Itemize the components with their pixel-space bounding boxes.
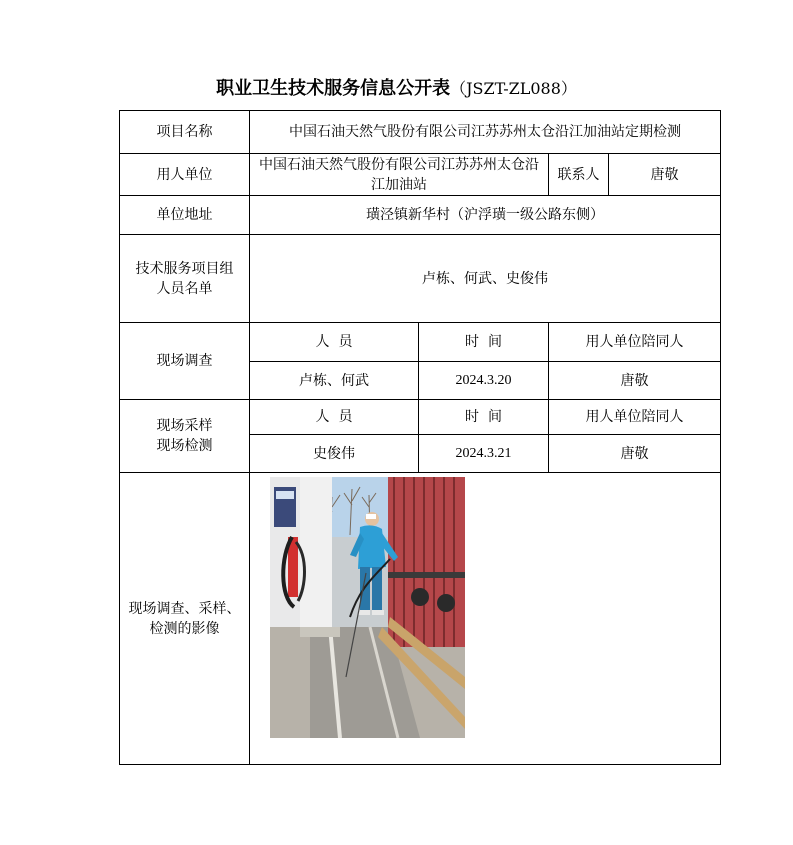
title-code: （JSZT-ZL088） — [450, 79, 577, 98]
project-name-value: 中国石油天然气股份有限公司江苏苏州太仓沿江加油站定期检测 — [250, 111, 721, 154]
sampling-personnel: 史俊伟 — [250, 435, 419, 473]
site-inspection-photo — [270, 477, 465, 738]
survey-header-companion: 用人单位陪同人 — [549, 323, 721, 362]
survey-personnel: 卢栋、何武 — [250, 362, 419, 400]
sampling-companion: 唐敬 — [549, 435, 721, 473]
project-name-label: 项目名称 — [120, 111, 250, 154]
address-value: 璜泾镇新华村（沪浮璜一级公路东侧） — [250, 196, 721, 235]
sampling-header-row — [120, 400, 721, 435]
sampling-header-time: 时 间 — [419, 400, 549, 435]
images-label: 现场调查、采样、检测的影像 — [120, 473, 250, 765]
employer-row — [120, 154, 721, 196]
survey-companion: 唐敬 — [549, 362, 721, 400]
sampling-time: 2024.3.21 — [419, 435, 549, 473]
survey-header-personnel: 人 员 — [250, 323, 419, 362]
team-label: 技术服务项目组人员名单 — [120, 235, 250, 323]
project-name-row — [120, 111, 721, 154]
sampling-label-line2: 现场检测 — [156, 438, 213, 454]
info-table — [119, 110, 721, 765]
sampling-header-companion: 用人单位陪同人 — [549, 400, 721, 435]
sampling-label-line1: 现场采样 — [156, 418, 213, 434]
survey-label: 现场调查 — [120, 323, 250, 400]
employer-value: 中国石油天然气股份有限公司江苏苏州太仓沿江加油站 — [250, 154, 549, 196]
document-title — [0, 76, 793, 102]
address-row — [120, 196, 721, 235]
contact-value: 唐敬 — [609, 154, 721, 196]
employer-label: 用人单位 — [120, 154, 250, 196]
title-main: 职业卫生技术服务信息公开表 — [216, 78, 451, 99]
sampling-label — [120, 400, 250, 473]
team-value: 卢栋、何武、史俊伟 — [250, 235, 721, 323]
survey-time: 2024.3.20 — [419, 362, 549, 400]
survey-header-row — [120, 323, 721, 362]
contact-label: 联系人 — [549, 154, 609, 196]
sampling-header-personnel: 人 员 — [250, 400, 419, 435]
images-cell — [250, 473, 721, 765]
images-row — [120, 473, 721, 765]
survey-header-time: 时 间 — [419, 323, 549, 362]
address-label: 单位地址 — [120, 196, 250, 235]
team-row — [120, 235, 721, 323]
